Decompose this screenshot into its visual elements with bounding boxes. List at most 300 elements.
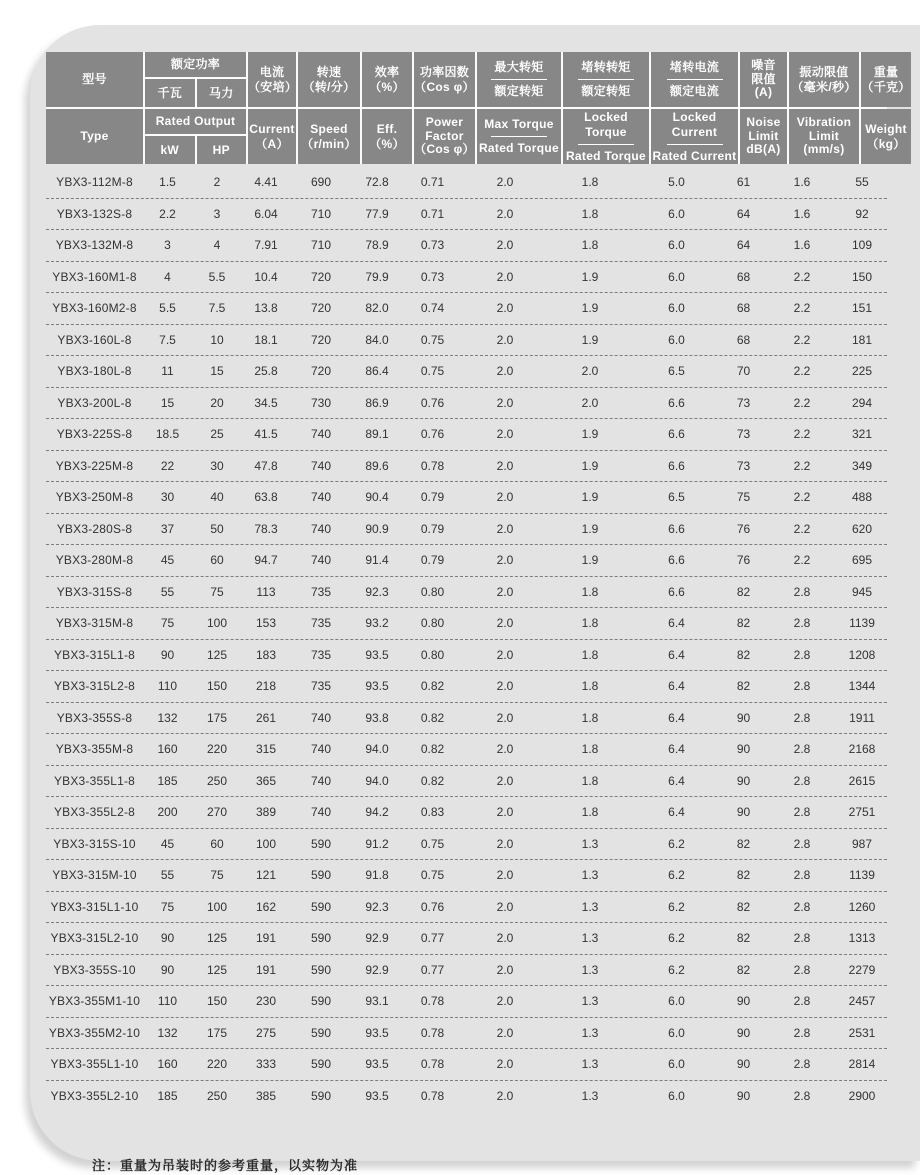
value-cell: 18.1: [254, 332, 278, 347]
value-cell: 315: [255, 742, 277, 757]
value-cell: 2.8: [793, 710, 811, 725]
value-cell: 5.5: [208, 269, 226, 284]
max-torque-en-bottom: Rated Torque: [478, 141, 560, 155]
value-cell: 6.6: [668, 427, 685, 442]
table-row: [46, 262, 887, 294]
model-cell: YBX3-132S-8: [56, 206, 133, 221]
value-cell: 690: [310, 175, 332, 190]
model-cell: YBX3-180L-8: [57, 364, 132, 379]
table-row: [46, 671, 887, 703]
value-cell: 75: [210, 868, 224, 883]
value-cell: 60: [210, 836, 224, 851]
value-cell: 2.2: [793, 458, 811, 473]
kw-zh-text: 千瓦: [157, 85, 183, 100]
col-pf-zh: [414, 52, 475, 107]
noise-en-line3: dB(A): [746, 142, 781, 157]
value-cell: 92: [855, 206, 869, 221]
value-cell: 1313: [848, 931, 876, 946]
value-cell: 1.8: [581, 805, 599, 820]
value-cell: 18.5: [155, 427, 180, 442]
value-cell: 1.3: [581, 931, 599, 946]
value-cell: 7.5: [208, 301, 226, 316]
value-cell: 25: [210, 427, 224, 442]
value-cell: 740: [310, 805, 332, 820]
locked-torque-zh-top: 堵转转矩: [581, 60, 631, 74]
rated-output-en-subcols: [145, 136, 246, 164]
value-cell: 91.4: [365, 553, 389, 568]
value-cell: 2.2: [793, 490, 811, 505]
value-cell: 132: [157, 1025, 178, 1040]
value-cell: 730: [310, 395, 332, 410]
value-cell: 2.0: [496, 710, 514, 725]
value-cell: 2.0: [496, 836, 514, 851]
value-cell: 2615: [848, 773, 876, 788]
value-cell: 740: [310, 490, 332, 505]
value-cell: 735: [310, 616, 332, 631]
col-hp-en: [197, 136, 247, 164]
value-cell: 2.0: [496, 238, 514, 253]
value-cell: 720: [310, 332, 332, 347]
table-row: [46, 230, 887, 262]
value-cell: 37: [160, 521, 175, 536]
value-cell: 1.9: [581, 269, 599, 284]
value-cell: 6.0: [668, 1089, 685, 1104]
model-cell: YBX3-160L-8: [57, 332, 132, 347]
value-cell: 2.8: [793, 742, 811, 757]
value-cell: 2900: [848, 1089, 876, 1104]
value-cell: 82: [736, 899, 751, 914]
locked-torque-zh-bottom: 额定转矩: [581, 84, 631, 98]
value-cell: 2.0: [496, 1089, 514, 1104]
value-cell: 6.6: [668, 458, 685, 473]
value-cell: 191: [255, 931, 277, 946]
value-cell: 100: [206, 899, 228, 914]
col-current-en: [248, 109, 296, 164]
value-cell: 1.8: [581, 710, 599, 725]
value-cell: 151: [851, 301, 873, 316]
rated-output-zh-label: [145, 52, 246, 77]
table-header: [46, 52, 911, 164]
rated-output-en-text: Rated Output: [155, 114, 236, 128]
value-cell: 1.6: [793, 206, 811, 221]
value-cell: 94.0: [365, 742, 389, 757]
value-cell: 5.0: [668, 175, 685, 190]
value-cell: 100: [206, 616, 228, 631]
table-row: [46, 293, 887, 325]
value-cell: 75: [160, 899, 175, 914]
model-cell: YBX3-315L1-10: [50, 899, 139, 914]
value-cell: 6.4: [668, 773, 685, 788]
speed-en-line2: （r/min）: [301, 136, 357, 151]
value-cell: 1.5: [159, 175, 176, 190]
table-row: [46, 923, 887, 955]
value-cell: 64: [736, 238, 751, 253]
value-cell: 385: [255, 1089, 277, 1104]
value-cell: 1911: [849, 710, 875, 725]
value-cell: 185: [157, 773, 178, 788]
value-cell: 30: [160, 490, 175, 505]
value-cell: 1.9: [581, 427, 599, 442]
col-kw-zh: [145, 79, 195, 107]
vibration-en-line3: (mm/s): [803, 142, 845, 157]
value-cell: 0.78: [420, 994, 445, 1009]
value-cell: 0.80: [420, 647, 445, 662]
value-cell: 2168: [848, 742, 876, 757]
value-cell: 6.4: [668, 710, 685, 725]
value-cell: 1139: [849, 868, 875, 883]
value-cell: 93.5: [365, 1025, 389, 1040]
value-cell: 2.0: [496, 521, 514, 536]
value-cell: 181: [851, 332, 873, 347]
col-locked-torque-en: [563, 109, 649, 164]
model-cell: YBX3-355M2-10: [48, 1025, 141, 1040]
pf-en-line3: （Cos φ）: [414, 142, 475, 157]
value-cell: 275: [255, 1025, 277, 1040]
value-cell: 82: [736, 868, 751, 883]
col-speed-en: [298, 109, 360, 164]
value-cell: 6.0: [668, 1057, 685, 1072]
value-cell: 2.2: [793, 395, 811, 410]
value-cell: 2.0: [496, 773, 514, 788]
value-cell: 73: [736, 458, 751, 473]
value-cell: 70: [736, 364, 751, 379]
value-cell: 0.76: [420, 899, 445, 914]
value-cell: 2.0: [496, 301, 514, 316]
value-cell: 121: [255, 868, 277, 883]
value-cell: 6.04: [254, 206, 278, 221]
value-cell: 90: [736, 773, 751, 788]
value-cell: 1.9: [581, 332, 599, 347]
value-cell: 2.0: [496, 458, 514, 473]
vibration-en-line2: Limit: [808, 128, 840, 143]
table-row: [46, 955, 887, 987]
weight-zh-line1: 重量: [873, 64, 899, 79]
value-cell: 82: [736, 616, 751, 631]
value-cell: 78.9: [365, 238, 389, 253]
max-torque-zh-top: 最大转矩: [494, 60, 544, 74]
value-cell: 2.0: [496, 994, 514, 1009]
value-cell: 740: [310, 773, 332, 788]
value-cell: 2.0: [496, 616, 514, 631]
locked-current-en-top: Locked Current: [671, 109, 718, 139]
value-cell: 488: [851, 490, 873, 505]
value-cell: 250: [206, 1089, 228, 1104]
weight-en-line2: （kg）: [866, 136, 906, 151]
value-cell: 2.0: [496, 364, 514, 379]
value-cell: 0.73: [420, 269, 445, 284]
col-locked-current-en: [651, 109, 738, 164]
model-cell: YBX3-315L2-8: [53, 679, 136, 694]
footer-note: 注：重量为吊装时的参考重量，以实物为准: [92, 1158, 359, 1173]
value-cell: 2.8: [793, 962, 811, 977]
speed-zh-line2: （转/分）: [302, 79, 356, 94]
value-cell: 1.8: [581, 584, 599, 599]
value-cell: 90: [160, 931, 175, 946]
value-cell: 2.8: [793, 805, 811, 820]
value-cell: 185: [157, 1089, 178, 1104]
value-cell: 6.0: [668, 301, 685, 316]
value-cell: 150: [206, 994, 228, 1009]
value-cell: 162: [255, 899, 277, 914]
value-cell: 68: [736, 332, 751, 347]
value-cell: 91.2: [365, 836, 389, 851]
model-cell: YBX3-132M-8: [55, 238, 134, 253]
value-cell: 321: [851, 427, 873, 442]
value-cell: 333: [255, 1057, 277, 1072]
value-cell: 0.74: [420, 301, 445, 316]
col-kw-en: [145, 136, 195, 164]
value-cell: 175: [206, 1025, 228, 1040]
value-cell: 1.8: [581, 679, 599, 694]
value-cell: 6.5: [668, 490, 685, 505]
value-cell: 86.9: [365, 395, 389, 410]
value-cell: 1.8: [581, 742, 599, 757]
locked-torque-en-top: Locked Torque: [584, 109, 628, 139]
value-cell: 1.3: [581, 899, 599, 914]
value-cell: 160: [157, 742, 178, 757]
value-cell: 82: [736, 647, 751, 662]
value-cell: 735: [310, 647, 332, 662]
value-cell: 93.2: [365, 616, 389, 631]
value-cell: 6.2: [668, 836, 685, 851]
value-cell: 735: [310, 584, 332, 599]
value-cell: 0.78: [420, 1025, 445, 1040]
model-cell: YBX3-200L-8: [57, 395, 132, 410]
value-cell: 0.73: [420, 238, 445, 253]
value-cell: 191: [255, 962, 277, 977]
speed-en-line1: Speed: [310, 121, 348, 136]
value-cell: 2.0: [496, 395, 514, 410]
value-cell: 1.3: [581, 994, 599, 1009]
value-cell: 55: [160, 584, 175, 599]
value-cell: 93.5: [365, 647, 389, 662]
value-cell: 740: [310, 553, 332, 568]
value-cell: 64: [736, 206, 751, 221]
current-zh-line2: （安培）: [248, 79, 298, 94]
value-cell: 110: [157, 679, 178, 694]
col-noise-zh: [740, 52, 787, 107]
value-cell: 6.6: [668, 584, 685, 599]
value-cell: 270: [206, 805, 228, 820]
model-cell: YBX3-280S-8: [56, 521, 133, 536]
value-cell: 6.0: [668, 269, 685, 284]
value-cell: 6.0: [668, 1025, 685, 1040]
col-rated-output-en: [145, 109, 246, 164]
value-cell: 0.75: [420, 332, 445, 347]
value-cell: 183: [255, 647, 277, 662]
value-cell: 0.78: [420, 1057, 445, 1072]
value-cell: 0.78: [420, 458, 445, 473]
value-cell: 2.0: [496, 1057, 514, 1072]
value-cell: 1260: [848, 899, 876, 914]
value-cell: 1.3: [581, 868, 599, 883]
value-cell: 90: [736, 1089, 751, 1104]
table-row: [46, 1018, 887, 1050]
table-row: [46, 388, 887, 420]
value-cell: 365: [255, 773, 277, 788]
value-cell: 75: [210, 584, 224, 599]
value-cell: 0.76: [420, 395, 445, 410]
value-cell: 93.8: [365, 710, 389, 725]
value-cell: 2.8: [793, 1089, 811, 1104]
value-cell: 6.4: [668, 805, 685, 820]
value-cell: 82: [736, 584, 751, 599]
model-cell: YBX3-250M-8: [55, 490, 134, 505]
value-cell: 2.0: [496, 1025, 514, 1040]
model-cell: YBX3-160M2-8: [52, 301, 137, 316]
model-cell: YBX3-355S-10: [53, 962, 136, 977]
table-row: [46, 356, 887, 388]
value-cell: 125: [206, 931, 228, 946]
value-cell: 82.0: [365, 301, 389, 316]
value-cell: 0.82: [420, 742, 445, 757]
value-cell: 695: [851, 553, 873, 568]
value-cell: 82: [736, 931, 751, 946]
motor-spec-table: [46, 52, 911, 1112]
value-cell: 2.2: [793, 427, 811, 442]
model-cell: YBX3-355L2-8: [53, 805, 136, 820]
col-eff-zh: [362, 52, 412, 107]
value-cell: 15: [160, 395, 175, 410]
noise-en-line1: Noise: [746, 114, 781, 129]
model-cell: YBX3-225M-8: [55, 458, 134, 473]
value-cell: 82: [736, 836, 751, 851]
value-cell: 0.78: [420, 1089, 445, 1104]
eff-zh-line2: （%）: [369, 79, 405, 94]
col-hp-zh: [197, 79, 247, 107]
value-cell: 740: [310, 521, 332, 536]
value-cell: 10: [210, 332, 224, 347]
value-cell: 0.71: [420, 206, 445, 221]
model-cell: YBX3-315S-8: [56, 584, 133, 599]
table-row: [46, 1049, 887, 1081]
fraction-divider: [667, 79, 723, 80]
value-cell: 2.2: [793, 332, 811, 347]
col-current-zh: [248, 52, 296, 107]
value-cell: 6.0: [668, 206, 685, 221]
value-cell: 2.0: [496, 868, 514, 883]
value-cell: 90: [160, 962, 175, 977]
value-cell: 6.0: [668, 332, 685, 347]
value-cell: 2.8: [793, 868, 811, 883]
value-cell: 92.3: [365, 584, 389, 599]
value-cell: 6.6: [668, 395, 685, 410]
model-cell: YBX3-355S-8: [56, 710, 133, 725]
value-cell: 109: [851, 238, 873, 253]
value-cell: 2.8: [793, 836, 811, 851]
pf-zh-line1: 功率因数: [419, 64, 470, 79]
table-row: [46, 734, 887, 766]
value-cell: 2.8: [793, 679, 811, 694]
value-cell: 2.0: [496, 962, 514, 977]
value-cell: 91.8: [365, 868, 389, 883]
value-cell: 94.7: [254, 553, 278, 568]
value-cell: 2.0: [496, 490, 514, 505]
value-cell: 22: [160, 458, 175, 473]
value-cell: 1.8: [581, 206, 599, 221]
value-cell: 945: [851, 584, 873, 599]
model-cell: YBX3-112M-8: [56, 175, 133, 190]
value-cell: 93.1: [365, 994, 389, 1009]
value-cell: 0.76: [420, 427, 445, 442]
value-cell: 2.8: [793, 1057, 811, 1072]
value-cell: 50: [210, 521, 224, 536]
value-cell: 94.2: [365, 805, 389, 820]
value-cell: 113: [256, 584, 276, 599]
value-cell: 987: [851, 836, 873, 851]
value-cell: 84.0: [365, 332, 389, 347]
value-cell: 60: [210, 553, 224, 568]
col-type-zh-label: 型号: [82, 72, 107, 86]
value-cell: 2.8: [793, 931, 811, 946]
model-cell: YBX3-315S-10: [53, 836, 136, 851]
value-cell: 6.0: [668, 994, 685, 1009]
value-cell: 720: [310, 301, 332, 316]
value-cell: 7.5: [159, 332, 176, 347]
value-cell: 590: [310, 931, 332, 946]
value-cell: 349: [851, 458, 873, 473]
value-cell: 47.8: [254, 458, 278, 473]
value-cell: 230: [255, 994, 277, 1009]
value-cell: 0.80: [420, 616, 445, 631]
value-cell: 4: [164, 269, 171, 284]
value-cell: 82: [736, 962, 751, 977]
value-cell: 5.5: [159, 301, 176, 316]
value-cell: 0.79: [420, 490, 445, 505]
value-cell: 93.5: [365, 1057, 389, 1072]
table-row: [46, 797, 887, 829]
model-cell: YBX3-355L1-8: [53, 773, 136, 788]
value-cell: 6.4: [668, 616, 685, 631]
model-cell: YBX3-315L1-8: [53, 647, 136, 662]
value-cell: 1344: [848, 679, 876, 694]
value-cell: 2.2: [793, 269, 811, 284]
value-cell: 175: [206, 710, 228, 725]
value-cell: 0.75: [420, 836, 445, 851]
value-cell: 92.3: [365, 899, 389, 914]
speed-zh-line1: 转速: [316, 64, 342, 79]
noise-zh-line1: 噪音: [751, 57, 776, 72]
rated-output-zh-text: 额定功率: [170, 57, 221, 71]
value-cell: 2.0: [581, 364, 599, 379]
value-cell: 45: [160, 836, 175, 851]
value-cell: 40: [210, 490, 224, 505]
value-cell: 225: [851, 364, 873, 379]
model-cell: YBX3-355L2-10: [50, 1089, 139, 1104]
fraction-divider: [578, 144, 634, 145]
table-row: [46, 640, 887, 672]
eff-en-line2: （%）: [369, 136, 405, 151]
col-vibration-zh: [789, 52, 859, 107]
value-cell: 2457: [848, 994, 876, 1009]
value-cell: 100: [255, 836, 277, 851]
col-noise-en: [740, 109, 787, 164]
col-max-torque-zh: [477, 52, 561, 107]
value-cell: 90.9: [365, 521, 389, 536]
noise-zh-line3: (A): [754, 85, 773, 100]
current-en-line2: （A）: [255, 136, 289, 151]
value-cell: 2.0: [496, 269, 514, 284]
value-cell: 15: [210, 364, 224, 379]
spec-sheet: [30, 25, 920, 1173]
value-cell: 25.8: [254, 364, 278, 379]
value-cell: 75: [736, 490, 751, 505]
value-cell: 6.4: [668, 742, 685, 757]
value-cell: 590: [310, 899, 332, 914]
value-cell: 2.0: [496, 584, 514, 599]
value-cell: 590: [310, 836, 332, 851]
value-cell: 77.9: [365, 206, 389, 221]
